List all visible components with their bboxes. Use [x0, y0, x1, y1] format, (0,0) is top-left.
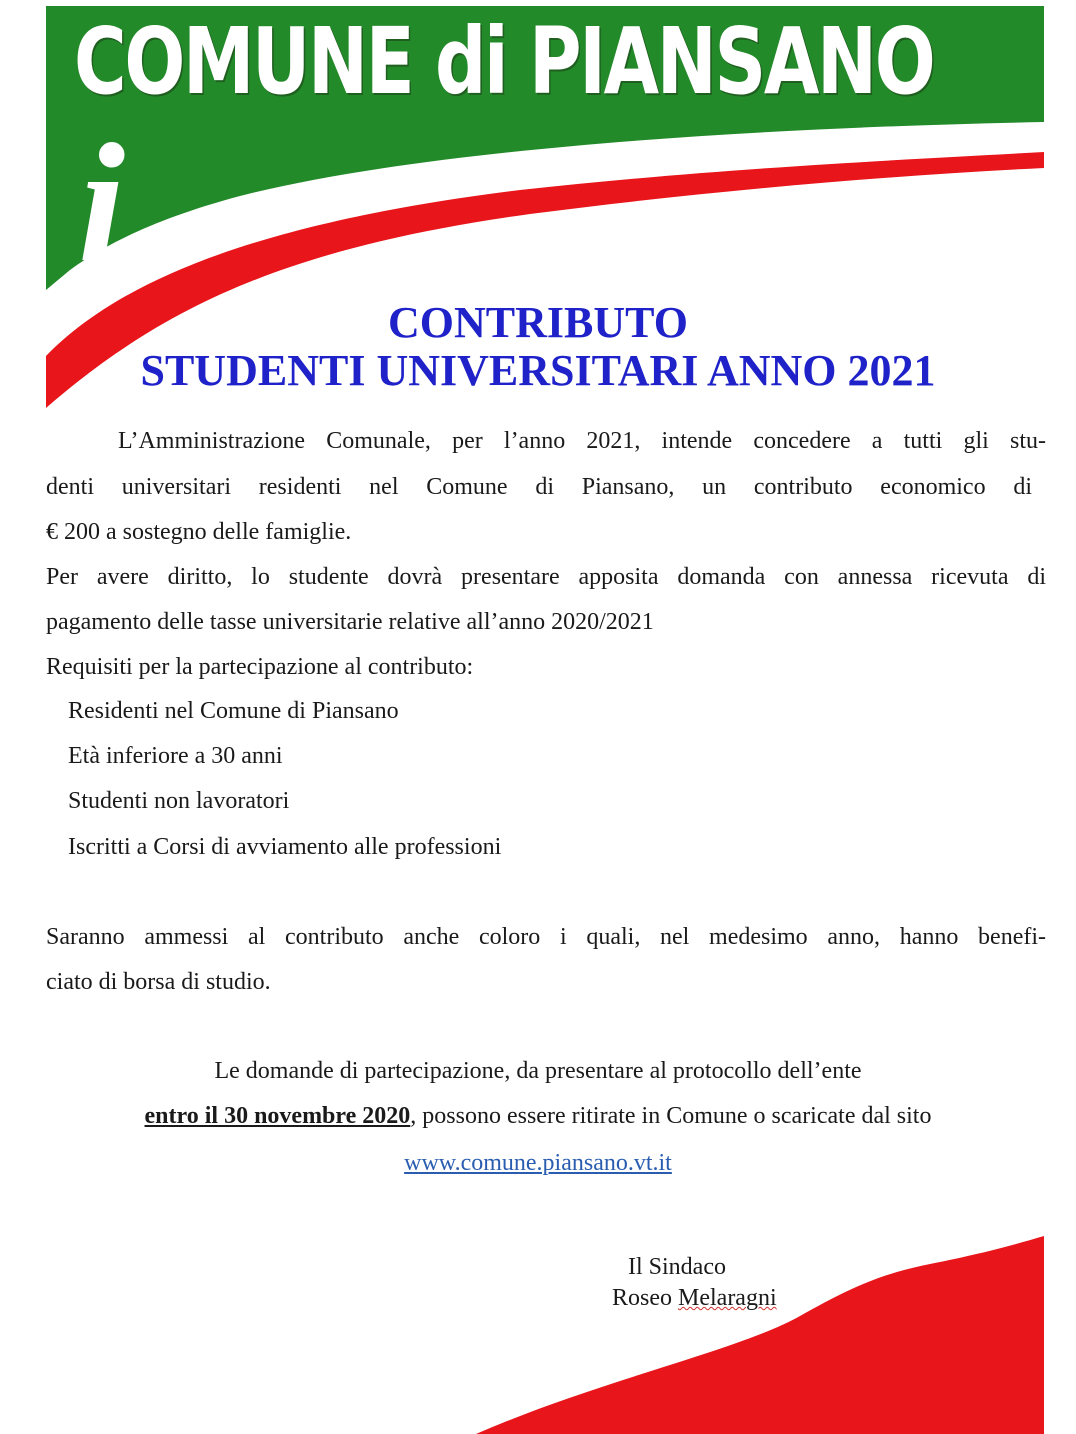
paragraph-4-line-2 [0, 1101, 1076, 1131]
paragraph-2-line-1: Per avere diritto, lo studente dovrà presentare apposita domanda con annessa ricevuta di [46, 564, 1046, 590]
signature-last-name: Melaragni [678, 1285, 777, 1311]
paragraph-1-line-1: L’Amministrazione Comunale, per l’anno 2021, intende concedere a tutti gli stu- [118, 428, 1046, 454]
deadline-text: entro il 30 novembre 2020 [144, 1103, 411, 1129]
paragraph-1-line-3: € 200 a sostegno delle famiglie. [46, 519, 352, 545]
heading-line-1: CONTRIBUTO [388, 298, 688, 347]
signature-first-name: Roseo [612, 1285, 672, 1311]
heading-line-2: STUDENTI UNIVERSITARI ANNO 2021 [140, 346, 936, 395]
paragraph-4-line-2-rest: , possono essere ritirate in Comune o scaricate dal sito [410, 1103, 932, 1129]
paragraph-3-line-2: ciato di borsa di studio. [46, 969, 271, 995]
requirement-item: Studenti non lavoratori [68, 788, 290, 814]
paragraph-3-line-1: Saranno ammessi al contributo anche coloro i quali, nel medesimo anno, hanno benefi- [46, 924, 1046, 950]
paragraph-1-line-2: denti universitari residenti nel Comune di Piansano, un contributo economico di [46, 474, 1032, 500]
paragraph-2-line-2: pagamento delle tasse universitarie relative all’anno 2020/2021 [46, 609, 654, 635]
website-line [0, 1148, 1076, 1178]
signature-role: Il Sindaco [628, 1254, 726, 1280]
info-icon: i [78, 109, 126, 297]
paragraph-4-line-1: Le domande di partecipazione, da presentare al protocollo dell’ente [214, 1058, 862, 1084]
requirement-item: Residenti nel Comune di Piansano [68, 698, 399, 724]
footer-red-shape [476, 1236, 1044, 1434]
requirement-item: Età inferiore a 30 anni [68, 743, 283, 769]
signature-name [612, 1283, 777, 1313]
requirement-item: Iscritti a Corsi di avviamento alle professioni [68, 834, 502, 860]
banner-title: COMUNE di PIANSANO [74, 8, 934, 115]
website-link[interactable]: www.comune.piansano.vt.it [404, 1150, 672, 1176]
requirements-intro: Requisiti per la partecipazione al contributo: [46, 654, 474, 680]
footer-swoosh-art [0, 1220, 1076, 1434]
